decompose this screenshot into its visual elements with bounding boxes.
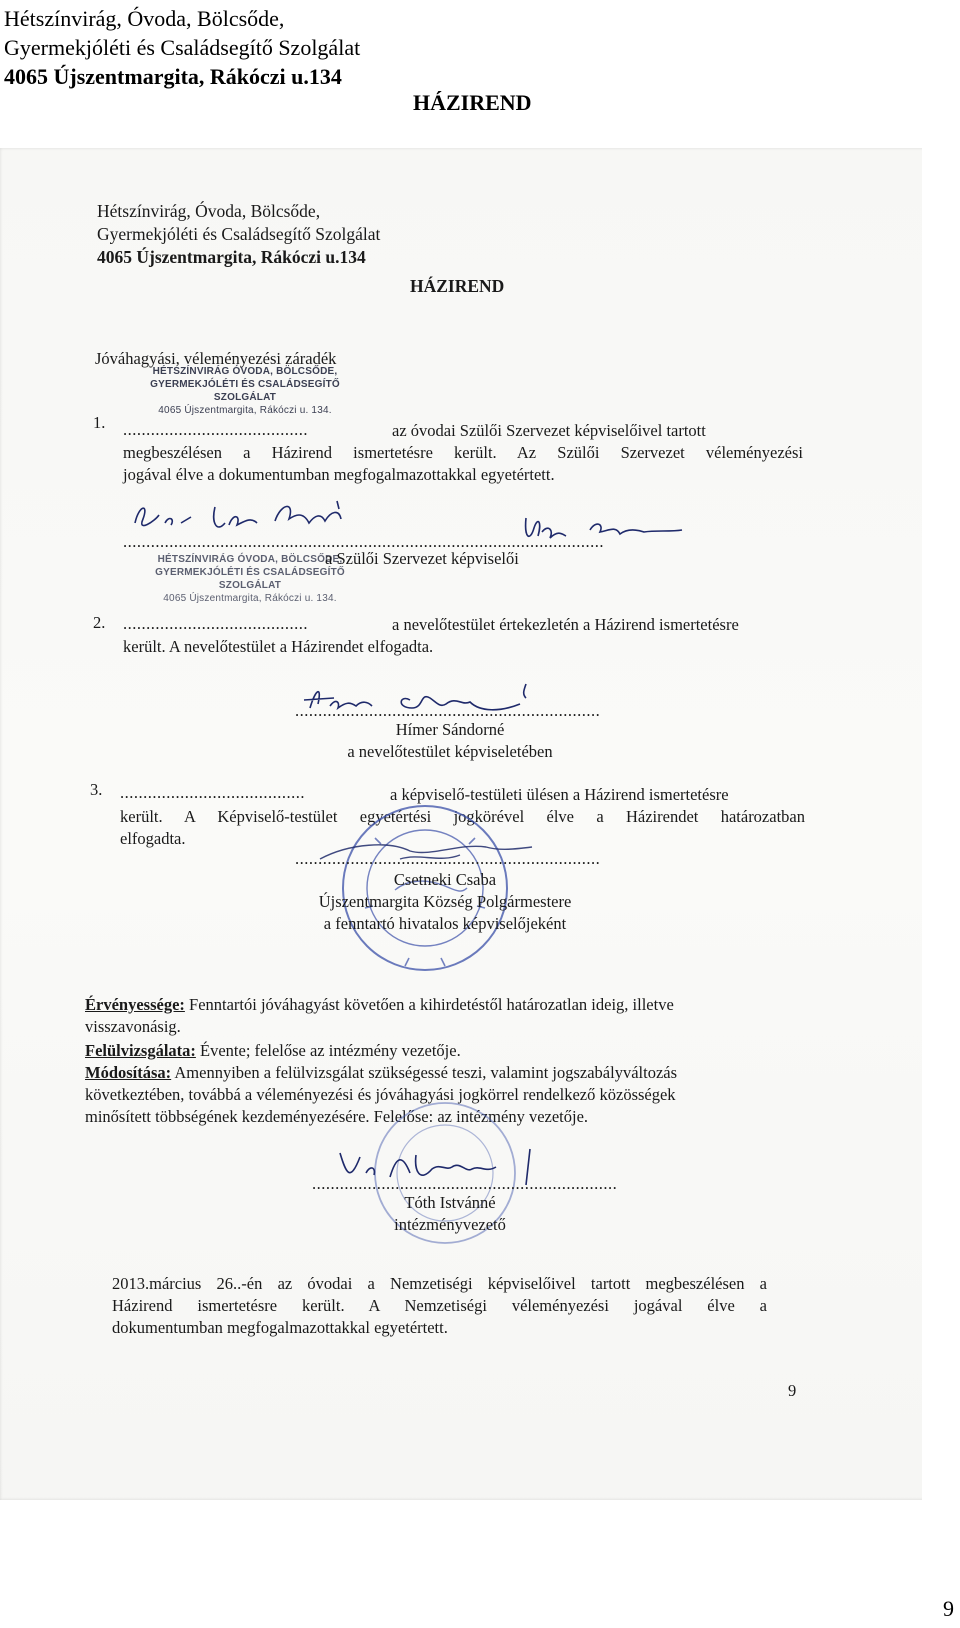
item-2-signature-dots: .................................................................. (295, 701, 601, 720)
nationality-line1: 2013.március 26..-én az óvodai a Nemzetiségi képviselőivel tartott megbeszélésen a (112, 1274, 767, 1293)
item-2-line2: került. A nevelőtestület a Házirendet elfogadta. (123, 637, 434, 656)
mayor-role2: a fenntartó hivatalos képviselőjeként (323, 914, 567, 933)
document-title: HÁZIREND (413, 90, 532, 115)
modification-line2: következtében, továbbá a véleményezési és jóváhagyási jogkörrel rendelkező közösségek (85, 1085, 676, 1104)
director-name: Tóth Istvánné (404, 1193, 496, 1212)
item-1-dots: ........................................ (123, 420, 308, 439)
nationality-line2: Házirend ismertetésre került. A Nemzetiségi véleményezési jogával élve a (112, 1296, 767, 1315)
item-1-line2: megbeszélésen a Házirend ismertetésre került. Az Szülői Szervezet véleményezési (123, 443, 803, 462)
scan-header-line1: Hétszínvirág, Óvoda, Bölcsőde, (97, 201, 321, 221)
header-address: 4065 Újszentmargita, Rákóczi u.134 (4, 64, 342, 89)
director-signature-dots: .................................................................. (312, 1174, 618, 1193)
institution-stamp-1 (140, 365, 350, 417)
teacher-name: Hímer Sándorné (395, 720, 505, 739)
scan-page-number: 9 (788, 1381, 797, 1400)
scan-title: HÁZIREND (410, 276, 505, 296)
item-1-line3: jogával élve a dokumentumban megfogalmazottakkal egyetértett. (123, 465, 555, 484)
item-3-signature-dots: .................................................................. (295, 849, 601, 868)
item-1-signature-caption: a Szülői Szervezet képviselői (325, 549, 519, 568)
modification-line1 (85, 1062, 785, 1084)
stamp-address: 4065 Újszentmargita, Rákóczi u. 134. (158, 405, 332, 416)
scan-right-margin (922, 148, 960, 1500)
scan-header (97, 200, 380, 269)
item-3-line3: elfogadta. (120, 829, 186, 848)
header-institution-line2: Gyermekjóléti és Családsegítő Szolgálat (4, 35, 361, 60)
scan-header-line2: Gyermekjóléti és Családsegítő Szolgálat (97, 224, 381, 244)
validity-label: Érvényessége: (85, 995, 185, 1014)
validity-line1 (85, 994, 785, 1016)
validity-line2: visszavonásig. (85, 1017, 181, 1036)
stamp-line1: HÉTSZÍNVIRÁG ÓVODA, BÖLCSŐDE, (152, 366, 338, 377)
item-3-number: 3. (90, 780, 103, 799)
item-1-number: 1. (93, 413, 106, 432)
mayor-name: Csetneki Csaba (393, 870, 497, 889)
item-2-dots: ........................................ (123, 614, 308, 633)
document-header (4, 4, 360, 91)
stamp-line3: SZOLGÁLAT (213, 392, 277, 403)
scanned-page (0, 148, 960, 1500)
stamp2-line2: GYERMEKJÓLÉTI ÉS CSALÁDSEGÍTŐ (155, 567, 345, 578)
scan-header-address: 4065 Újszentmargita, Rákóczi u.134 (97, 247, 366, 267)
item-3-line2: került. A Képviselő-testület egyetértési jogkörével élve a Házirendet határozatban (120, 807, 805, 826)
modification-text: Amennyiben a felülvizsgálat szükségessé teszi, valamint jogszabályváltozás (174, 1063, 678, 1082)
item-1-line1: az óvodai Szülői Szervezet képviselőivel tartott (392, 421, 706, 440)
director-role: intézményvezető (394, 1215, 506, 1234)
stamp2-line3: SZOLGÁLAT (218, 580, 282, 591)
review-line (85, 1040, 461, 1062)
validity-text: Fenntartói jóváhagyást követően a kihirdetéstől határozatlan ideig, illetve (189, 995, 674, 1014)
item-2-number: 2. (93, 613, 106, 632)
page-number: 9 (943, 1596, 954, 1621)
header-institution-line1: Hétszínvirág, Óvoda, Bölcsőde, (4, 6, 285, 31)
item-1-signature-dots: ........................................................................................................ (123, 532, 604, 551)
stamp2-address: 4065 Újszentmargita, Rákóczi u. 134. (163, 593, 337, 604)
clause-title: Jóváhagyási, véleményezési záradék (95, 349, 337, 368)
item-3-dots: ........................................ (120, 783, 305, 802)
institution-stamp-2 (145, 553, 355, 605)
item-2-line1: a nevelőtestület értekezletén a Házirend ismertetésre (392, 615, 739, 634)
stamp-line2: GYERMEKJÓLÉTI ÉS CSALÁDSEGÍTŐ (150, 379, 340, 390)
stamp2-line1: HÉTSZÍNVIRÁG ÓVODA, BÖLCSŐDE, (157, 554, 343, 565)
modification-line3: minősített többségének kezdeményezésére. Felelőse: az intézmény vezetője. (85, 1107, 589, 1126)
nationality-line3: dokumentumban megfogalmazottakkal egyetértett. (112, 1318, 448, 1337)
teacher-role: a nevelőtestület képviseletében (347, 742, 553, 761)
mayor-role1: Újszentmargita Község Polgármestere (318, 892, 572, 911)
item-3-line1: a képviselő-testületi ülésen a Házirend ismertetésre (390, 785, 729, 804)
review-text: Évente; felelőse az intézmény vezetője. (200, 1041, 461, 1060)
review-label: Felülvizsgálata: (85, 1041, 196, 1060)
modification-label: Módosítása: (85, 1063, 172, 1082)
